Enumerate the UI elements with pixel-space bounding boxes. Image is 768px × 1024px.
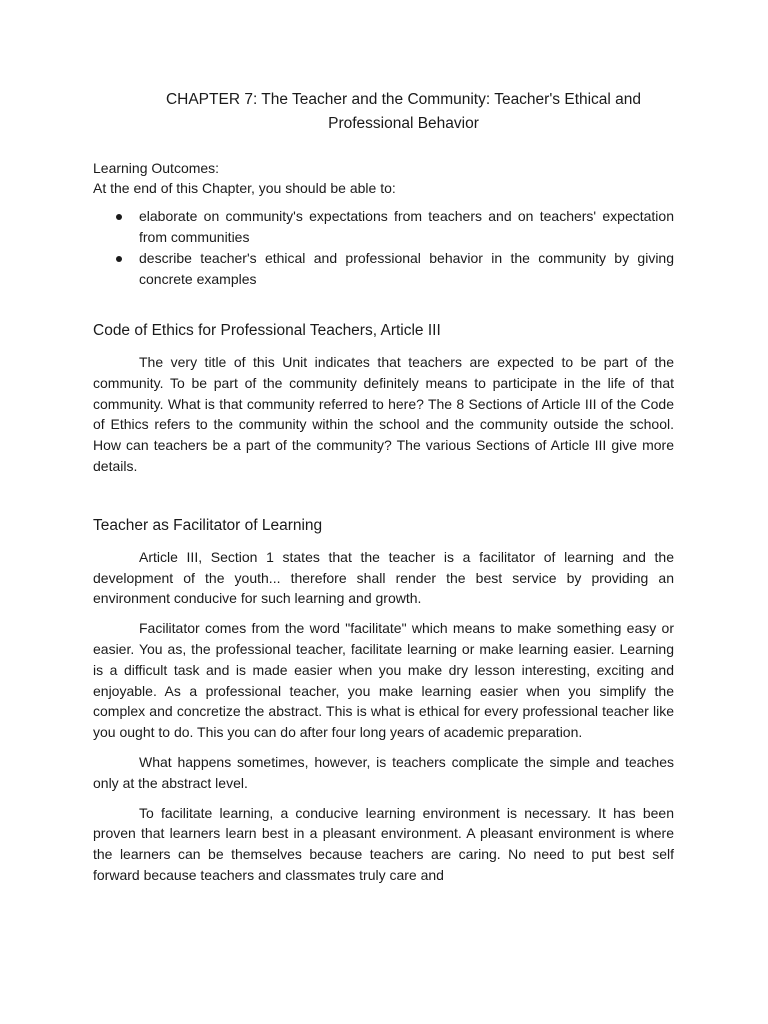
paragraph: Facilitator comes from the word "facilitate" which means to make something easy or easier. You as, the professional teacher, facilitate learning or make learning easier. Learning is a difficult task and is made easier when you make dry lesson interesting, exciting and enjoyable. As a professional teacher, you make learning easier when you simplify the complex and concretize the abstract. This is what is ethical for every professional teacher like you ought to do. This you can do after four long years of academic preparation.	[93, 620, 674, 741]
section-heading-facilitator: Teacher as Facilitator of Learning	[93, 516, 323, 534]
paragraph: Article III, Section 1 states that the teacher is a facilitator of learning and the development of the youth... therefore shall render the best service by providing an environment conducive for such learning and growth.	[93, 548, 674, 607]
outcomes-list	[93, 206, 674, 290]
learning-outcomes	[93, 158, 674, 290]
bullet-icon	[116, 214, 122, 220]
learning-outcomes-label: Learning Outcomes:	[93, 160, 220, 176]
section-heading-code-of-ethics: Code of Ethics for Professional Teachers, Article III	[93, 322, 441, 339]
list-item	[93, 248, 674, 290]
learning-outcomes-intro: At the end of this Chapter, you should be able to:	[93, 180, 396, 196]
list-item	[93, 206, 674, 248]
paragraph: The very title of this Unit indicates that teachers are expected to be part of the community. To be part of the community definitely means to participate in the life of that community. What is that community referred to here? The 8 Sections of Article III of the Code of Ethics refers to the community within the school and the community outside the school. How can teachers be a part of the community? The various Sections of Article III give more details.	[93, 354, 674, 474]
outcome-text: describe teacher's ethical and professional behavior in the community by giving concrete examples	[139, 250, 674, 287]
chapter-title: CHAPTER 7: The Teacher and the Community: Teacher's Ethical and Professional Behavior	[165, 91, 642, 132]
paragraph: To facilitate learning, a conducive learning environment is necessary. It has been proven that learners learn best in a pleasant environment. A pleasant environment is where the learners can be themselves because teachers are caring. No need to put best self forward because teachers and classmates truly care and	[93, 804, 674, 883]
paragraph: What happens sometimes, however, is teachers complicate the simple and teaches only at the abstract level.	[93, 753, 674, 791]
bullet-icon	[116, 256, 122, 262]
document-page	[93, 88, 674, 886]
outcome-text: elaborate on community's expectations from teachers and on teachers' expectation from communities	[139, 208, 674, 245]
